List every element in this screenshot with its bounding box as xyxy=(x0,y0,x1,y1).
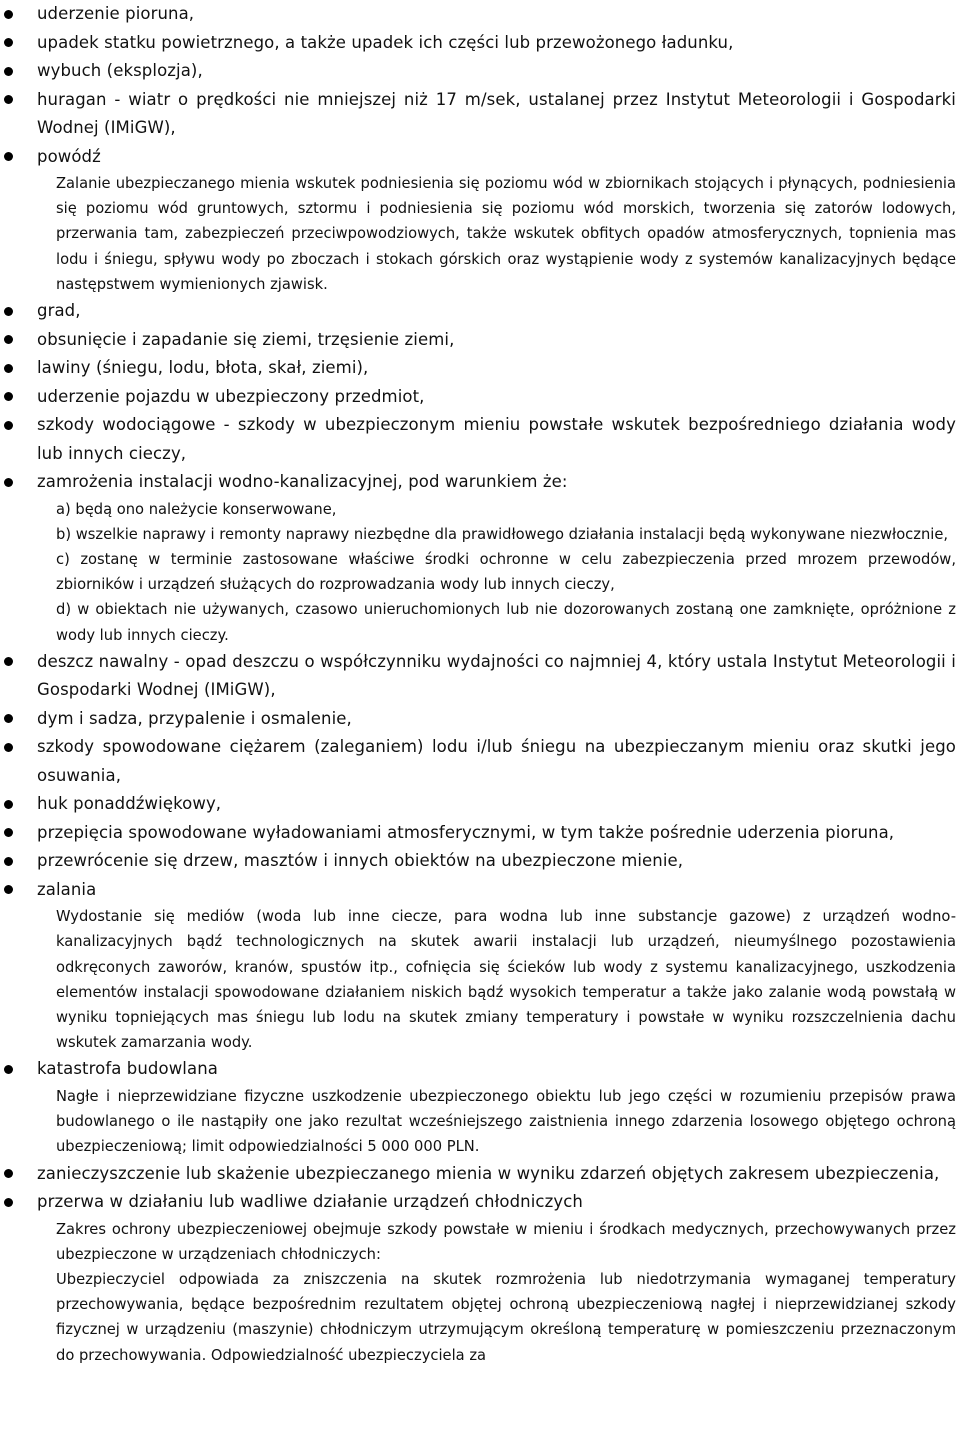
item-text: dym i sadza, przypalenie i osmalenie, xyxy=(37,708,352,728)
list-item xyxy=(0,354,956,383)
list-item xyxy=(0,876,956,1056)
condition-a: a) będą ono należycie konserwowane, xyxy=(56,500,337,518)
bullet-icon xyxy=(4,885,13,894)
item-text: deszcz nawalny - opad deszczu o współczynniku wydajności co najmniej 4, który ustala Instytut Meteorologii i Gospodarki Wodnej (IMiGW), xyxy=(37,651,956,700)
bullet-icon xyxy=(4,392,13,401)
item-text: przerwa w działaniu lub wadliwe działanie urządzeń chłodniczych xyxy=(37,1192,583,1212)
list-item xyxy=(0,326,956,355)
item-text: lawiny (śniegu, lodu, błota, skał, ziemi), xyxy=(37,358,369,378)
list-item xyxy=(0,790,956,819)
item-text: obsunięcie i zapadanie się ziemi, trzęsienie ziemi, xyxy=(37,329,455,349)
item-text: zalania xyxy=(37,879,97,899)
bullet-icon xyxy=(4,95,13,104)
list-item xyxy=(0,819,956,848)
item-description: Nagłe i nieprzewidziane fizyczne uszkodzenie ubezpieczonego obiektu lub jego części w rozumieniu przepisów prawa budowlanego o ile nastąpiły one jako rezultat wcześniejszego zaistnienia innego zdarzenia losowego objętego ochroną ubezpieczeniową; limit odpowiedzialności 5 000 000 PLN. xyxy=(56,1087,956,1156)
condition-d: d) w obiektach nie używanych, czasowo unieruchomionych lub nie dozorowanych zostaną one zamknięte, opróżnione z wody lub innych cieczy. xyxy=(56,601,956,644)
item-text: przepięcia spowodowane wyładowaniami atmosferycznymi, w tym także pośrednie uderzenia pioruna, xyxy=(37,822,895,842)
list-item xyxy=(0,648,956,705)
list-item xyxy=(0,733,956,790)
item-text: przewrócenie się drzew, masztów i innych obiektów na ubezpieczone mienie, xyxy=(37,851,684,871)
list-item xyxy=(0,143,956,298)
item-description: Wydostanie się mediów (woda lub inne ciecze, para wodna lub inne substancje gazowe) z urządzeń wodno-kanalizacyjnych bądź technologicznych na skutek awarii instalacji lub urządzeń, nieumyślnego pozostawienia odkręconych zaworów, kranów, spustów itp., cofnięcia się ścieków lub wody z systemu kanalizacyjnego, uszkodzenia elementów instalacji spowodowane działaniem niskich bądź wysokich temperatur a także jako zalanie wodą powstałą w wyniku topniejących mas śniegu lub lodu na skutek zmiany temperatury i powstałe w wyniku rozszczelnienia dachu wskutek zamarzania wody. xyxy=(56,908,956,1052)
list-item xyxy=(0,1055,956,1159)
bullet-icon xyxy=(4,307,13,316)
bullet-icon xyxy=(4,478,13,487)
item-text: katastrofa budowlana xyxy=(37,1059,218,1079)
item-text: szkody wodociągowe - szkody w ubezpieczonym mieniu powstałe wskutek bezpośredniego działania wody lub innych cieczy, xyxy=(37,415,956,463)
item-description: Zalanie ubezpieczanego mienia wskutek podniesienia się poziomu wód w zbiornikach stojących i płynących, podniesienia się poziomu wód gruntowych, sztormu i podniesienia się poziomu wód morskich, tworzenia się zatorów lodowych, przerwania tam, zabezpieczeń przeciwpowodziowych, także wskutek obfitych opadów atmosferycznych, topnienia mas lodu i śniegu, spływu wody po zboczach i stokach górskich oraz wystąpienie wody z systemów kanalizacyjnych będące następstwem wymienionych zjawisk. xyxy=(56,175,956,293)
item-text: huragan - wiatr o prędkości nie mniejszej niż 17 m/sek, ustalanej przez Instytut Meteorologii i Gospodarki Wodnej (IMiGW), xyxy=(37,89,956,137)
bullet-icon xyxy=(4,743,13,752)
item-description: Zakres ochrony ubezpieczeniowej obejmuje szkody powstałe w mieniu i środkach medycznych, przechowywanych przez ubezpieczone w urządzeniach chłodniczych: xyxy=(56,1220,956,1263)
list-item xyxy=(0,705,956,734)
bullet-icon xyxy=(4,714,13,723)
condition-c: c) zostanę w terminie zastosowane właściwe środki ochronne w celu zabezpieczenia przed mrozem przewodów, zbiorników i urządzeń służących do rozprowadzania wody lub innych cieczy, xyxy=(56,550,956,594)
item-text: upadek statku powietrznego, a także upadek ich części lub przewożonego ładunku, xyxy=(37,32,734,52)
item-text: szkody spowodowane ciężarem (zaleganiem) lodu i/lub śniegu na ubezpieczanym mieniu oraz skutki jego osuwania, xyxy=(37,737,956,785)
list-item xyxy=(0,847,956,876)
bullet-icon xyxy=(4,335,13,344)
list-item xyxy=(0,297,956,326)
list-item xyxy=(0,86,956,143)
list-item xyxy=(0,468,956,648)
list-item xyxy=(0,57,956,86)
bullet-icon xyxy=(4,800,13,809)
list-item xyxy=(0,411,956,468)
bullet-icon xyxy=(4,152,13,161)
bullet-icon xyxy=(4,38,13,47)
item-text: zamrożenia instalacji wodno-kanalizacyjnej, pod warunkiem że: xyxy=(37,472,568,492)
bullet-icon xyxy=(4,857,13,866)
bullet-icon xyxy=(4,10,13,19)
item-text: uderzenie pioruna, xyxy=(37,4,195,23)
bullet-icon xyxy=(4,421,13,430)
item-text: uderzenie pojazdu w ubezpieczony przedmiot, xyxy=(37,386,425,406)
list-item xyxy=(0,1188,956,1368)
bullet-icon xyxy=(4,364,13,373)
item-text: powódź xyxy=(37,146,101,166)
item-text: zanieczyszczenie lub skażenie ubezpieczanego mienia w wyniku zdarzeń objętych zakresem ubezpieczenia, xyxy=(37,1163,940,1183)
list-item xyxy=(0,0,956,29)
item-text: grad, xyxy=(37,301,81,321)
bullet-icon xyxy=(4,828,13,837)
bullet-icon xyxy=(4,1198,13,1207)
list-item xyxy=(0,1160,956,1189)
item-description: Ubezpieczyciel odpowiada za zniszczenia na skutek rozmrożenia lub niedotrzymania wymaganej temperatury przechowywania, będące bezpośrednim rezultatem objętej ochroną ubezpieczeniową nagłej i nieprzewidzianej szkody fizycznej w urządzeniu (maszynie) chłodniczym utrzymującym określoną temperaturę w pomieszczeniu przeznaczonym do przechowywania. Odpowiedzialność ubezpieczyciela za xyxy=(56,1270,956,1364)
condition-b: b) wszelkie naprawy i remonty naprawy niezbędne dla prawidłowego działania instalacji będą wykonywane niezwłocznie, xyxy=(56,525,949,543)
bullet-icon xyxy=(4,1065,13,1074)
item-text: wybuch (eksplozja), xyxy=(37,61,203,80)
list-item xyxy=(0,29,956,58)
bullet-icon xyxy=(4,67,13,76)
bullet-icon xyxy=(4,1169,13,1178)
list-item xyxy=(0,383,956,412)
item-text: huk ponaddźwiękowy, xyxy=(37,794,222,814)
bullet-icon xyxy=(4,657,13,666)
